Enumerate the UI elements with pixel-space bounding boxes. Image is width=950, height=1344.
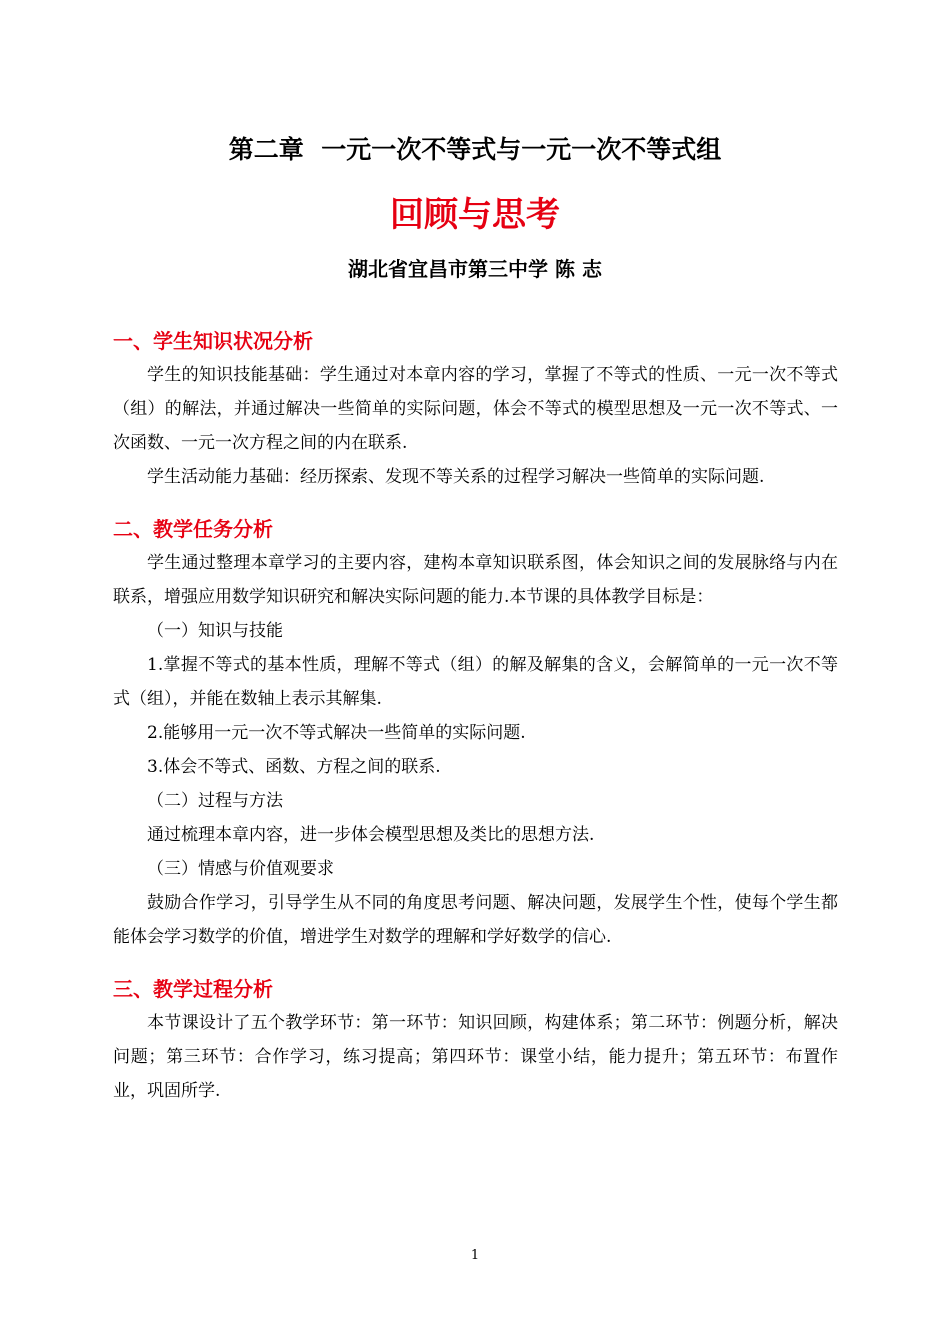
section-heading: 二、教学任务分析	[113, 517, 273, 541]
lesson-title: 回顾与思考	[390, 195, 560, 235]
paragraph: 学生的知识技能基础：学生通过对本章内容的学习，掌握了不等式的性质、一元一次不等式（组）的解法，并通过解决一些简单的实际问题，体会不等式的模型思想及一元一次不等式、一次函数、一元一次方程之间的内在联系.	[113, 365, 838, 453]
section-heading: 一、学生知识状况分析	[113, 329, 313, 353]
document-body	[113, 326, 838, 1108]
chapter-title: 第二章 一元一次不等式与一元一次不等式组	[228, 135, 722, 164]
page-number: 1	[470, 1248, 480, 1263]
paragraph: 本节课设计了五个教学环节：第一环节：知识回顾，构建体系；第二环节：例题分析，解决问题；第三环节：合作学习，练习提高；第四环节：课堂小结，能力提升；第五环节：布置作业，巩固所学.	[113, 1013, 838, 1101]
subheading: （二）过程与方法	[147, 791, 283, 811]
paragraph: 通过梳理本章内容，进一步体会模型思想及类比的思想方法.	[147, 825, 595, 845]
paragraph: 学生通过整理本章学习的主要内容，建构本章知识联系图，体会知识之间的发展脉络与内在联系，增强应用数学知识研究和解决实际问题的能力.本节课的具体教学目标是：	[113, 553, 838, 607]
subheading: （三）情感与价值观要求	[147, 859, 334, 879]
section-task-analysis	[113, 514, 838, 954]
paragraph: 3.体会不等式、函数、方程之间的联系.	[147, 757, 441, 777]
author-line: 湖北省宜昌市第三中学 陈 志	[348, 257, 602, 281]
section-process-analysis	[113, 974, 838, 1108]
paragraph: 1.掌握不等式的基本性质，理解不等式（组）的解及解集的含义，会解简单的一元一次不等式（组），并能在数轴上表示其解集.	[113, 655, 838, 709]
paragraph: 学生活动能力基础：经历探索、发现不等关系的过程学习解决一些简单的实际问题.	[147, 467, 765, 487]
paragraph: 2.能够用一元一次不等式解决一些简单的实际问题.	[147, 723, 526, 743]
section-heading: 三、教学过程分析	[113, 977, 273, 1001]
subheading: （一）知识与技能	[147, 621, 283, 641]
paragraph: 鼓励合作学习，引导学生从不同的角度思考问题、解决问题，发展学生个性，使每个学生都能体会学习数学的价值，增进学生对数学的理解和学好数学的信心.	[113, 893, 838, 947]
section-student-analysis	[113, 326, 838, 494]
